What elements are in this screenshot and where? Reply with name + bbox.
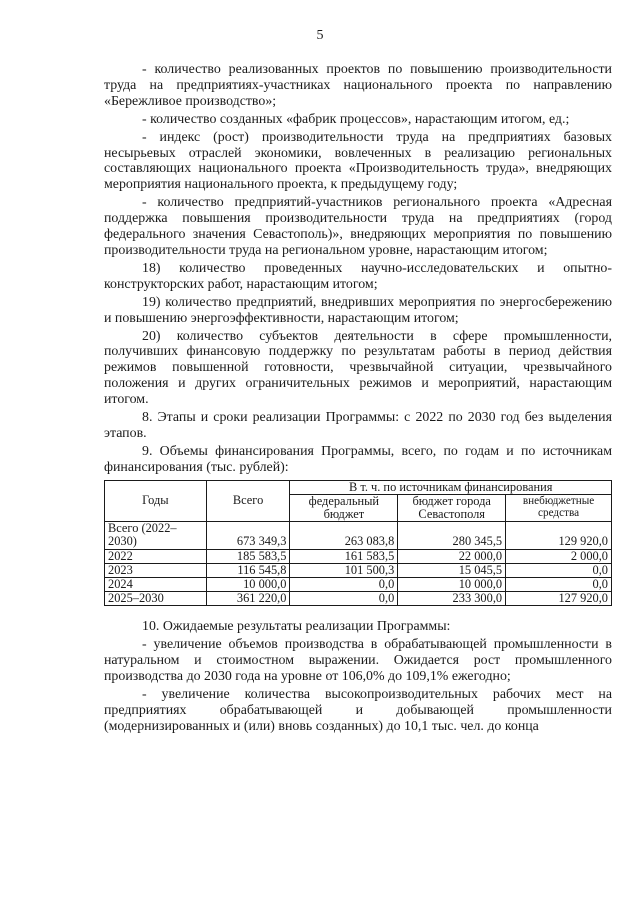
cell-city: 22 000,0 — [398, 549, 506, 563]
cell-extra: 127 920,0 — [506, 592, 612, 606]
header-total: Всего — [206, 480, 290, 522]
table-row — [105, 578, 612, 592]
paragraph: 18) количество проведенных научно-исследовательских и опытно-конструкторских работ, нарастающим итогом; — [104, 260, 612, 292]
cell-total: 185 583,5 — [206, 549, 290, 563]
cell-city: 10 000,0 — [398, 578, 506, 592]
cell-total: 116 545,8 — [206, 563, 290, 577]
table-row — [105, 549, 612, 563]
cell-total: 361 220,0 — [206, 592, 290, 606]
cell-federal: 161 583,5 — [290, 549, 398, 563]
paragraph: 20) количество субъектов деятельности в сфере промышленности, получивших финансовую поддержку по результатам работы в период действия режимов повышенной готовности, чрезвычайной ситуации, чрезвычайного положения и других ограничительных режимов и мероприятий, нарастающим итогом. — [104, 328, 612, 408]
paragraph: 10. Ожидаемые результаты реализации Программы: — [142, 619, 451, 635]
cell-city: 233 300,0 — [398, 592, 506, 606]
cell-federal: 0,0 — [290, 592, 398, 606]
header-sources: В т. ч. по источникам финансирования — [290, 480, 612, 494]
table-row — [105, 522, 612, 549]
cell-city: 15 045,5 — [398, 563, 506, 577]
paragraph: 19) количество предприятий, внедривших мероприятия по энергосбережению и повышению энергоэффективности, нарастающим итогом; — [104, 294, 612, 326]
cell-city: 280 345,5 — [398, 522, 506, 549]
header-years: Годы — [105, 480, 207, 522]
paragraph: - увеличение объемов производства в обрабатывающей промышленности в натуральном и стоимостном выражении. Ожидается рост промышленного производства до 2030 года на уровне от 106,0% до 109,1% ежегодно; — [104, 637, 612, 685]
paragraph: - количество предприятий-участников регионального проекта «Адресная поддержка повышения производительности труда на предприятиях (город федерального значения Севастополь)», внедряющих мероприятия по повышению производительности труда на региональном уровне, нарастающим итогом; — [104, 195, 612, 258]
header-federal: федеральный бюджет — [290, 494, 398, 521]
page-number: 5 — [316, 28, 324, 43]
table-row — [105, 563, 612, 577]
cell-extra: 0,0 — [506, 578, 612, 592]
cell-year: Всего (2022–2030) — [105, 522, 207, 549]
paragraph: - увеличение количества высокопроизводительных рабочих мест на предприятиях обрабатывающей и добывающей промышленности (модернизированных и (или) вновь созданных) до 10,1 тыс. чел. до конца — [104, 687, 612, 734]
document-body — [104, 62, 612, 737]
cell-federal: 263 083,8 — [290, 522, 398, 549]
paragraph: 8. Этапы и сроки реализации Программы: с 2022 по 2030 год без выделения этапов. — [104, 410, 612, 441]
cell-year: 2022 — [105, 549, 207, 563]
header-extra: внебюджетные средства — [506, 494, 612, 521]
cell-total: 673 349,3 — [206, 522, 290, 549]
cell-extra: 0,0 — [506, 563, 612, 577]
paragraph: 9. Объемы финансирования Программы, всего, по годам и по источникам финансирования (тыс. рублей): — [104, 443, 612, 475]
cell-total: 10 000,0 — [206, 578, 290, 592]
cell-year: 2024 — [105, 578, 207, 592]
paragraph: - количество созданных «фабрик процессов», нарастающим итогом, ед.; — [142, 111, 570, 127]
paragraph: - индекс (рост) производительности труда на предприятиях базовых несырьевых отраслей экономики, вовлеченных в реализацию региональных составляющих национального проекта «Производительность труда», внедряющих мероприятия национального проекта, к предыдущему году; — [104, 129, 612, 193]
cell-extra: 129 920,0 — [506, 522, 612, 549]
paragraph: - количество реализованных проектов по повышению производительности труда на предприятиях-участниках национального проекта по направлению «Бережливое производство»; — [104, 62, 612, 109]
cell-extra: 2 000,0 — [506, 549, 612, 563]
header-city: бюджет города Севастополя — [398, 494, 506, 521]
cell-federal: 101 500,3 — [290, 563, 398, 577]
cell-federal: 0,0 — [290, 578, 398, 592]
cell-year: 2025–2030 — [105, 592, 207, 606]
cell-year: 2023 — [105, 563, 207, 577]
financing-table — [104, 480, 612, 607]
table-row — [105, 592, 612, 606]
